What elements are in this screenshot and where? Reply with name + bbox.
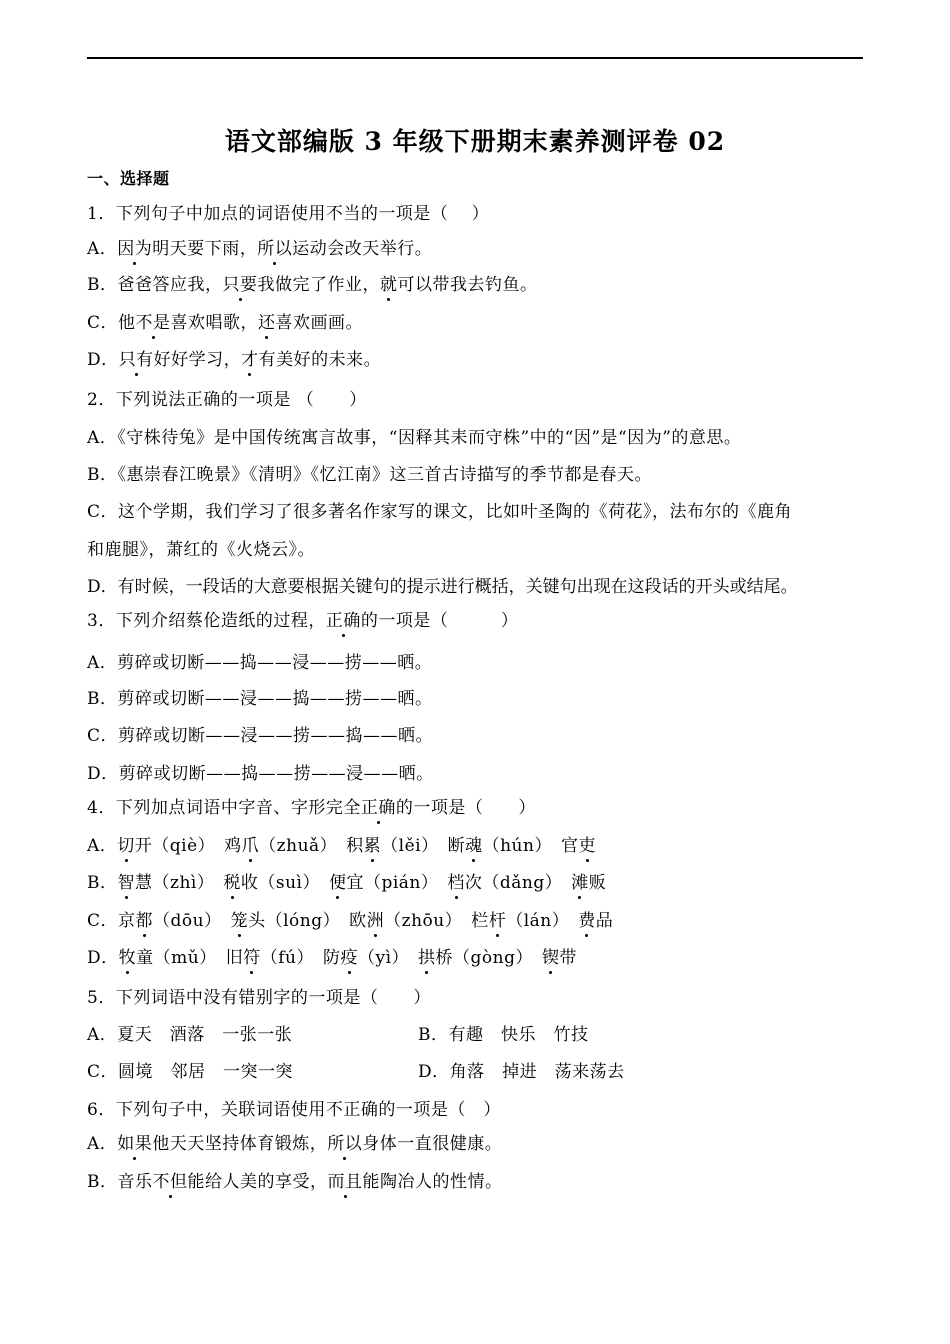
q5-stem: 5．下列词语中没有错别字的一项是（ ） <box>87 988 431 1008</box>
text-segment: 他 <box>118 313 136 333</box>
text-segment: 慧（zhì） <box>135 873 224 893</box>
dotted-char: 笼 <box>230 911 249 931</box>
q3-stem <box>87 606 518 631</box>
text-segment: 次（dǎng） <box>464 873 572 893</box>
q5-option-a: A．夏天 酒落 一张一张 <box>87 1025 293 1045</box>
text-segment: 京 <box>118 911 136 931</box>
text-segment: 栏 <box>471 911 489 931</box>
dotted-char: 税 <box>223 873 241 893</box>
dotted-word: 不但 <box>152 1172 188 1192</box>
dotted-word: 因为 <box>117 239 153 259</box>
dotted-char: 魂 <box>465 836 483 856</box>
dotted-word: 正确 <box>360 798 396 818</box>
dotted-word: 就 <box>380 275 398 295</box>
page-title: 语文部编版 3 年级下册期末素养测评卷 02 <box>224 127 726 156</box>
dotted-char: 累 <box>363 836 382 856</box>
text-segment: 我做完了作业， <box>257 275 380 295</box>
text-segment: 能陶冶人的性情。 <box>362 1172 503 1192</box>
q6-stem: 6．下列句子中，关联词语使用不正确的一项是（ ） <box>87 1100 501 1120</box>
dotted-char: 智 <box>117 873 135 893</box>
text-segment: 开（qiè） <box>134 836 225 856</box>
text-segment: 运动会改天举行。 <box>292 239 433 259</box>
q3-option-a: A．剪碎或切断——捣——浸——捞——晒。 <box>87 653 433 673</box>
q2-option-b: B．《惠崇春江晚景》《清明》《忆江南》这三首古诗描写的季节都是春天。 <box>87 465 652 485</box>
dotted-char: 档 <box>447 873 465 893</box>
dotted-word: 如果 <box>117 1134 153 1154</box>
text-segment: （fú） <box>260 948 323 968</box>
text-segment: 收（suì） <box>240 873 329 893</box>
text-segment: （lán） <box>506 911 579 931</box>
text-segment: 能给人美的享受， <box>187 1172 328 1192</box>
dotted-char: 疫 <box>340 948 358 968</box>
dotted-word: 不是 <box>135 313 171 333</box>
text-segment: 贩 <box>588 873 607 893</box>
q1-stem: 1．下列句子中加点的词语使用不当的一项是（ ） <box>87 204 490 224</box>
text-segment: B． <box>87 275 118 295</box>
dotted-word: 正确 <box>325 611 361 631</box>
text-segment: 4．下列加点词语中字音、字形完全 <box>87 798 361 818</box>
dotted-char: 拱 <box>418 948 436 968</box>
q4-option-d <box>87 943 577 968</box>
q2-option-d: D．有时候，一段话的大意要根据关键句的提示进行概括，关键句出现在这段话的开头或结尾。 <box>87 577 798 597</box>
dotted-word: 所以 <box>327 1134 363 1154</box>
text-segment: D． <box>87 948 119 968</box>
q3-option-d: D．剪碎或切断——捣——捞——浸——晒。 <box>87 764 434 784</box>
text-segment: （yì） <box>357 948 419 968</box>
q4-option-c <box>87 906 613 931</box>
text-segment: （lěi） <box>381 836 448 856</box>
dotted-word: 还 <box>258 313 276 333</box>
q2-option-c-line2: 和鹿腿》，萧红的《火烧云》。 <box>87 540 315 560</box>
text-segment: A． <box>87 1134 118 1154</box>
dotted-char: 费 <box>578 911 596 931</box>
text-segment: 的一项是（ ） <box>360 611 519 631</box>
text-segment: 音乐 <box>117 1172 153 1192</box>
dotted-word: 只要 <box>222 275 258 295</box>
text-segment: D． <box>87 350 119 370</box>
section-heading: 一、选择题 <box>87 169 170 188</box>
dotted-char: 洲 <box>366 911 385 931</box>
text-segment: 爸爸答应我， <box>117 275 223 295</box>
text-segment: A． <box>87 836 118 856</box>
dotted-char: 便 <box>328 873 347 893</box>
text-segment: C． <box>87 911 119 931</box>
dotted-char: 牧 <box>118 948 137 968</box>
text-segment: 头（lóng） <box>248 911 350 931</box>
text-segment: 的一项是（ ） <box>395 798 536 818</box>
dotted-char: 爪 <box>241 836 260 856</box>
q4-option-a <box>87 831 596 856</box>
text-segment: 带 <box>559 948 577 968</box>
header-rule <box>87 57 863 59</box>
text-segment: 明天要下雨， <box>152 239 258 259</box>
text-segment: 积 <box>346 836 364 856</box>
text-segment: 旧 <box>225 948 244 968</box>
dotted-word: 而且 <box>327 1172 363 1192</box>
q6-option-a <box>87 1129 502 1154</box>
text-segment: 防 <box>322 948 341 968</box>
q5-option-d: D．角落 掉进 荡来荡去 <box>418 1062 625 1082</box>
text-segment: A． <box>87 239 118 259</box>
dotted-char: 符 <box>243 948 261 968</box>
q5-option-c: C．圆境 邻居 一突一突 <box>87 1062 294 1082</box>
text-segment: 3．下列介绍蔡伦造纸的过程， <box>87 611 326 631</box>
dotted-word: 只有 <box>118 350 154 370</box>
text-segment: 官 <box>560 836 579 856</box>
text-segment: 欧 <box>349 911 367 931</box>
q1-option-d <box>87 345 381 370</box>
text-segment: 宜（pián） <box>346 873 448 893</box>
text-segment: 鸡 <box>224 836 242 856</box>
text-segment: C． <box>87 313 119 333</box>
dotted-char: 锲 <box>541 948 560 968</box>
text-segment: 身体一直很健康。 <box>362 1134 503 1154</box>
text-segment: 有美好的未来。 <box>258 350 382 370</box>
text-segment: 他天天坚持体育锻炼， <box>152 1134 328 1154</box>
text-segment: （zhuǎ） <box>259 836 347 856</box>
text-segment: B． <box>87 873 118 893</box>
dotted-word: 才 <box>241 350 259 370</box>
text-segment: 断 <box>447 836 466 856</box>
text-segment: 可以带我去钓鱼。 <box>397 275 538 295</box>
q2-option-c-line1: C．这个学期，我们学习了很多著名作家写的课文，比如叶圣陶的《荷花》，法布尔的《鹿角 <box>87 502 793 522</box>
q3-option-b: B．剪碎或切断——浸——捣——捞——晒。 <box>87 689 433 709</box>
text-segment: 桥（gòng） <box>435 948 542 968</box>
q3-option-c: C．剪碎或切断——浸——捞——捣——晒。 <box>87 726 434 746</box>
q1-option-c <box>87 308 363 333</box>
dotted-char: 滩 <box>571 873 589 893</box>
text-segment: B． <box>87 1172 118 1192</box>
text-segment: （dōu） <box>153 911 231 931</box>
dotted-char: 杆 <box>488 911 507 931</box>
text-segment: 童（mǔ） <box>136 948 226 968</box>
text-segment: 品 <box>595 911 614 931</box>
dotted-char: 切 <box>117 836 135 856</box>
q6-option-b <box>87 1167 503 1192</box>
dotted-char: 都 <box>135 911 154 931</box>
text-segment: （hún） <box>482 836 561 856</box>
text-segment: 喜欢唱歌， <box>170 313 259 333</box>
q4-stem <box>87 793 536 818</box>
q5-option-b: B．有趣 快乐 竹技 <box>418 1025 589 1045</box>
q1-option-b <box>87 270 538 295</box>
q4-option-b <box>87 868 606 893</box>
q2-option-a: A．《守株待兔》是中国传统寓言故事，“因释其耒而守株”中的“因”是“因为”的意思。 <box>87 428 742 448</box>
text-segment: 好好学习， <box>153 350 242 370</box>
q2-stem: 2．下列说法正确的一项是 （ ） <box>87 390 367 410</box>
dotted-word: 所以 <box>257 239 293 259</box>
dotted-char: 吏 <box>578 836 596 856</box>
text-segment: 喜欢画画。 <box>275 313 364 333</box>
q1-option-a <box>87 234 432 259</box>
text-segment: （zhōu） <box>384 911 472 931</box>
